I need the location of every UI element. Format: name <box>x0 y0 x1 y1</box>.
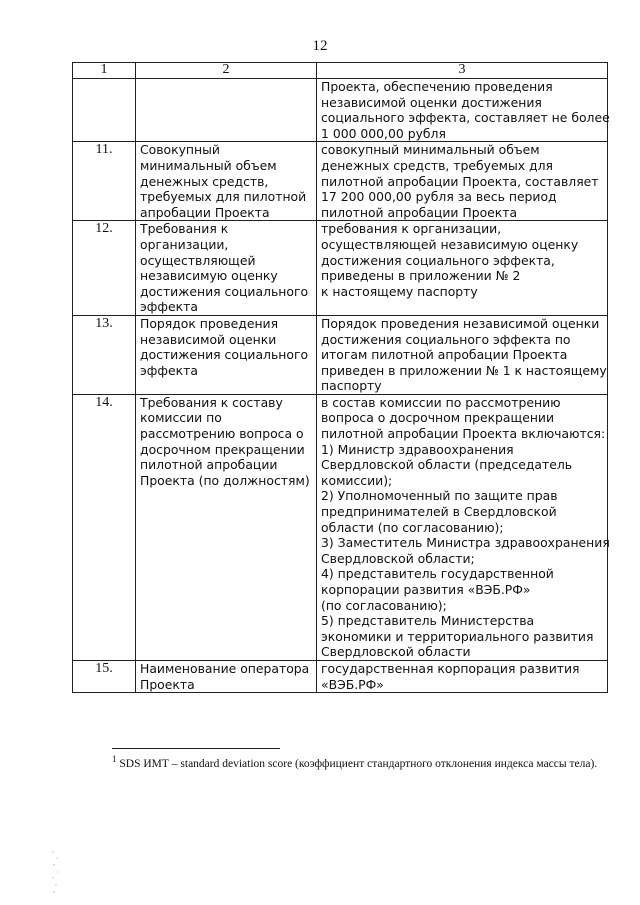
parameter-name-line: Совокупный <box>140 142 220 158</box>
parameter-value-line: 1) Министр здравоохранения <box>321 441 514 457</box>
parameter-value <box>317 660 608 692</box>
parameter-value-line: корпорации развития «ВЭБ.РФ» <box>321 582 531 597</box>
parameter-value-line: пилотной апробации Проекта, составляет <box>321 173 599 189</box>
row-number: 14. <box>73 394 136 660</box>
parameter-name-line: эффекта <box>140 299 198 315</box>
parameter-name-line: Наименование оператора <box>140 660 310 676</box>
parameter-name-line: осуществляющей <box>140 252 256 268</box>
parameter-name <box>136 221 317 316</box>
scan-noise-marks <box>50 848 62 896</box>
parameter-name <box>136 660 317 692</box>
parameter-value-line: итогам пилотной апробации Проекта <box>321 347 568 363</box>
column-header: 3 <box>317 63 608 79</box>
footnote-divider <box>112 748 280 749</box>
parameter-value-line: 1 000 000,00 рубля <box>321 125 446 141</box>
parameter-value-line: Проекта, обеспечению проведения <box>321 79 553 94</box>
parameter-value-line: Свердловской области <box>321 644 471 660</box>
parameter-value-line: Свердловской области (председатель <box>321 457 573 473</box>
parameter-value-line: пилотной апробации Проекта <box>321 204 518 220</box>
parameter-value <box>317 79 608 142</box>
parameter-value-line: независимой оценки достижения <box>321 94 542 110</box>
parameter-name <box>136 142 317 221</box>
parameter-name-line: минимальный объем <box>140 157 277 173</box>
parameter-value-line: приведен в приложении № 1 к настоящему <box>321 362 607 378</box>
parameter-name <box>136 394 317 660</box>
parameter-value-line: достижения социального эффекта, <box>321 252 555 268</box>
parameter-value-line: достижения социального эффекта по <box>321 331 571 347</box>
parameter-value-line: совокупный минимальный объем <box>321 142 540 158</box>
parameter-name <box>136 315 317 394</box>
parameter-name-line: апробации Проекта <box>140 204 270 220</box>
page-number: 12 <box>312 38 328 54</box>
parameter-value <box>317 221 608 316</box>
parameter-name-line: рассмотрению вопроса о <box>140 426 304 442</box>
parameter-value-line: 4) представитель государственной <box>321 566 554 582</box>
parameter-value <box>317 142 608 221</box>
row-number <box>73 79 136 142</box>
parameter-value-line: государственная корпорация развития <box>321 660 580 676</box>
table-row <box>73 142 608 221</box>
parameter-value-line: к настоящему паспорту <box>321 283 478 299</box>
parameter-value-line: комиссии); <box>321 472 393 488</box>
footnote-text: SDS ИМТ – standard deviation score (коэффициент стандартного отклонения индекса массы тела). <box>119 757 598 770</box>
row-number: 13. <box>73 315 136 394</box>
parameter-name-line: Порядок проведения <box>140 315 279 331</box>
table-row <box>73 315 608 394</box>
parameter-value-line: Свердловской области; <box>321 550 475 566</box>
parameter-value-line: «ВЭБ.РФ» <box>321 676 384 692</box>
parameter-value-line: области (по согласованию); <box>321 519 504 535</box>
footnote <box>112 752 608 772</box>
parameter-name-line: досрочном прекращении <box>140 441 305 457</box>
parameter-name-line: независимой оценки <box>140 331 277 347</box>
parameter-value-line: Порядок проведения независимой оценки <box>321 315 600 331</box>
parameter-value-line: 3) Заместитель Министра здравоохранения <box>321 535 610 551</box>
parameter-value-line: социального эффекта, составляет не более <box>321 110 610 126</box>
column-header: 1 <box>73 63 136 79</box>
parameter-value-line: приведены в приложении № 2 <box>321 268 521 284</box>
parameter-name-line: Проекта <box>140 676 195 692</box>
parameter-value <box>317 315 608 394</box>
table-row <box>73 79 608 142</box>
parameter-name <box>136 79 317 142</box>
parameter-name-line: пилотной апробации <box>140 457 278 473</box>
parameter-value-line: пилотной апробации Проекта включаются: <box>321 426 606 442</box>
parameter-value-line: паспорту <box>321 378 382 394</box>
parameter-name-line: Требования к <box>140 221 229 237</box>
parameter-value-line: предпринимателей в Свердловской <box>321 504 557 520</box>
footnote-mark: 1 <box>112 754 117 764</box>
parameter-value-line: осуществляющей независимую оценку <box>321 236 579 252</box>
parameter-name-line: требуемых для пилотной <box>140 189 307 205</box>
parameter-value-line: требования к организации, <box>321 221 502 237</box>
parameter-name-line: достижения социального <box>140 347 309 363</box>
parameter-value-line: (по согласованию); <box>321 597 447 613</box>
parameter-name-line: денежных средств, <box>140 173 269 189</box>
parameter-value-line: в состав комиссии по рассмотрению <box>321 394 561 410</box>
parameter-value-line: 5) представитель Министерства <box>321 613 535 629</box>
row-number: 12. <box>73 221 136 316</box>
table-header-row <box>73 63 608 79</box>
parameter-value-line: вопроса о досрочном прекращении <box>321 410 555 426</box>
table-row <box>73 221 608 316</box>
row-number: 11. <box>73 142 136 221</box>
parameter-value-line: денежных средств, требуемых для <box>321 157 553 173</box>
parameter-value-line: 2) Уполномоченный по защите прав <box>321 488 558 504</box>
parameter-name-line: эффекта <box>140 362 198 378</box>
parameter-name-line: независимую оценку <box>140 268 278 284</box>
parameter-name-line: Проекта (по должностям) <box>140 472 310 488</box>
parameter-name-line: Требования к составу <box>140 394 283 410</box>
parameter-name-line: организации, <box>140 236 229 252</box>
parameter-value-line: 17 200 000,00 рубля за весь период <box>321 189 557 205</box>
row-number: 15. <box>73 660 136 692</box>
parameter-value <box>317 394 608 660</box>
column-header: 2 <box>136 63 317 79</box>
parameter-name-line: комиссии по <box>140 410 222 426</box>
passport-table <box>72 62 608 693</box>
table-row <box>73 660 608 692</box>
table-row <box>73 394 608 660</box>
parameter-value-line: экономики и территориального развития <box>321 628 594 644</box>
parameter-name-line: достижения социального <box>140 283 309 299</box>
